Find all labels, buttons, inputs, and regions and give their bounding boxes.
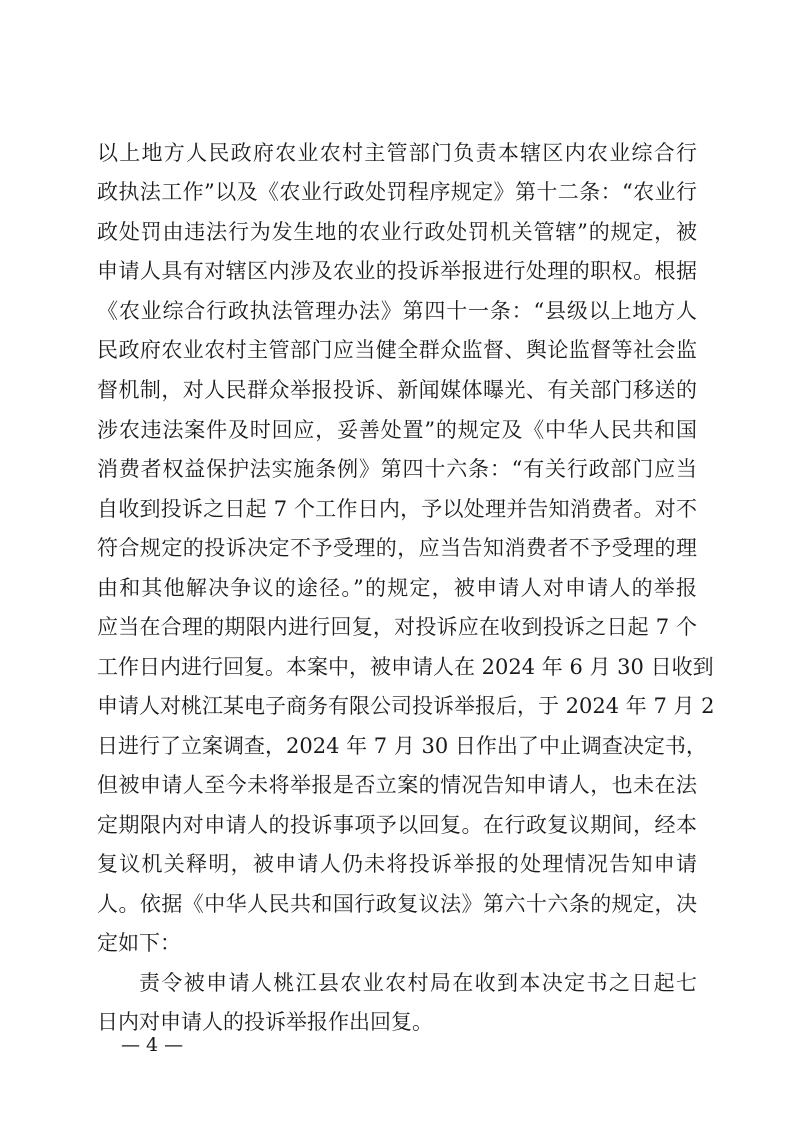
body-line-15: 申请人对桃江某电子商务有限公司投诉举报后，于 2024 年 7 月 2 — [97, 694, 715, 718]
body-line-1: 以上地方人民政府农业农村主管部门负责本辖区内农业综合行 — [97, 141, 697, 165]
body-line-17: 但被申请人至今未将举报是否立案的情况告知申请人，也未在法 — [97, 773, 697, 797]
body-line-13: 应当在合理的期限内进行回复，对投诉应在收到投诉之日起 7 个 — [97, 615, 697, 639]
body-line-16: 日进行了立案调查，2024 年 7 月 30 日作出了中止调查决定书， — [97, 734, 707, 758]
body-line-7: 督机制，对人民群众举报投诉、新闻媒体曝光、有关部门移送的 — [97, 378, 697, 402]
body-line-20: 人。依据《中华人民共和国行政复议法》第六十六条的规定，决 — [97, 892, 697, 916]
body-line-21: 定如下： — [97, 931, 181, 955]
page-number: — 4 — — [121, 1034, 184, 1056]
decision-line-2: 日内对申请人的投诉举报作出回复。 — [97, 1010, 433, 1034]
body-line-9: 消费者权益保护法实施条例》第四十六条：“有关行政部门应当 — [97, 457, 697, 481]
body-line-19: 复议机关释明，被申请人仍未将投诉举报的处理情况告知申请 — [97, 852, 697, 876]
body-line-2: 政执法工作”以及《农业行政处罚程序规定》第十二条：“农业行 — [97, 180, 697, 204]
body-line-12: 由和其他解决争议的途径。”的规定，被申请人对申请人的举报 — [97, 576, 697, 600]
body-line-8: 涉农违法案件及时回应，妥善处置”的规定及《中华人民共和国 — [97, 418, 697, 442]
body-line-14: 工作日内进行回复。本案中，被申请人在 2024 年 6 月 30 日收到 — [97, 655, 714, 679]
body-line-3: 政处罚由违法行为发生地的农业行政处罚机关管辖”的规定，被 — [97, 220, 697, 244]
decision-line-1: 责令被申请人桃江县农业农村局在收到本决定书之日起七 — [139, 971, 697, 995]
body-line-10: 自收到投诉之日起 7 个工作日内，予以处理并告知消费者。对不 — [97, 497, 697, 521]
body-line-18: 定期限内对申请人的投诉事项予以回复。在行政复议期间，经本 — [97, 813, 697, 837]
body-line-6: 民政府农业农村主管部门应当健全群众监督、舆论监督等社会监 — [97, 338, 697, 362]
body-line-5: 《农业综合行政执法管理办法》第四十一条：“县级以上地方人 — [97, 299, 697, 323]
body-line-4: 申请人具有对辖区内涉及农业的投诉举报进行处理的职权。根据 — [97, 259, 697, 283]
body-line-11: 符合规定的投诉决定不予受理的，应当告知消费者不予受理的理 — [97, 536, 697, 560]
